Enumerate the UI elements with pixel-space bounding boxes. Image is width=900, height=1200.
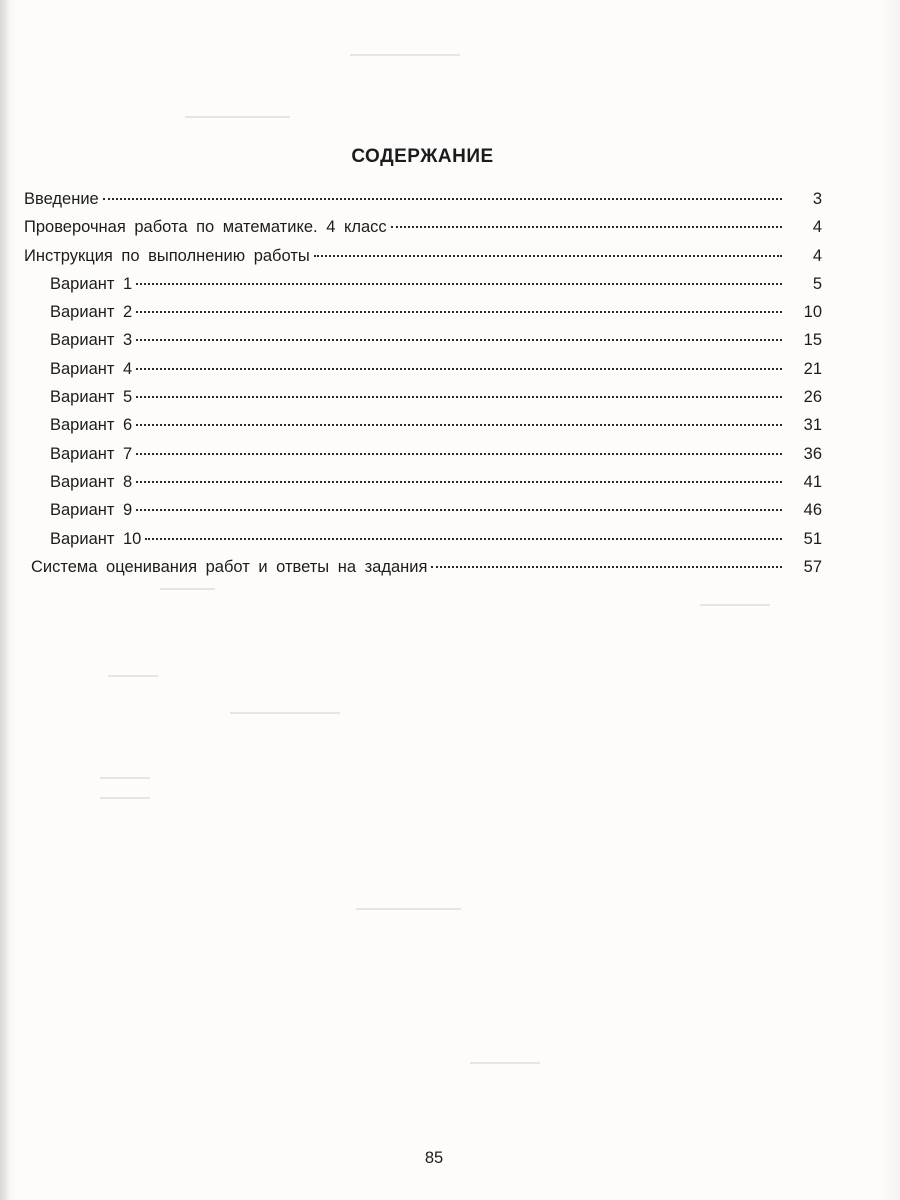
toc-entry [24, 246, 822, 274]
show-through-mark [108, 675, 158, 677]
dot-leader [136, 481, 782, 483]
show-through-mark [185, 116, 290, 118]
toc-entry-label: Вариант 5 [50, 388, 133, 407]
dot-leader [136, 509, 782, 511]
toc-entry-label: Вариант 7 [50, 444, 133, 463]
dot-leader [314, 255, 782, 257]
dot-leader [136, 283, 782, 285]
show-through-mark [100, 777, 150, 779]
dot-leader [145, 538, 782, 540]
dot-leader [136, 424, 782, 426]
toc-entry [24, 359, 822, 387]
show-through-mark [230, 712, 340, 714]
page-edge-shadow [0, 0, 10, 1200]
toc-entry [24, 444, 822, 472]
dot-leader [136, 396, 782, 398]
toc-entry [24, 217, 822, 245]
toc-entry-page: 4 [812, 246, 822, 265]
toc-entry-page: 3 [812, 190, 822, 208]
toc-entry-label: Система оценивания работ и ответы на задания [31, 557, 428, 576]
toc-entry-label: Вариант 8 [50, 472, 133, 491]
toc-entry-label: Вариант 4 [50, 359, 133, 378]
toc-entry-page: 36 [803, 444, 822, 463]
dot-leader [136, 368, 782, 370]
toc-entry-label: Вариант 2 [50, 303, 133, 322]
page-number: 85 [424, 1149, 444, 1167]
show-through-mark [160, 588, 215, 590]
toc-entry-page: 31 [803, 416, 822, 435]
show-through-mark [470, 1062, 540, 1064]
show-through-mark [356, 908, 461, 910]
toc-entry-page: 57 [803, 557, 822, 576]
toc-entry-label: Проверочная работа по математике. 4 класс [24, 218, 387, 237]
toc-entry-page: 5 [812, 274, 822, 293]
toc-entry-label: Вариант 9 [50, 501, 133, 520]
toc-entry [24, 189, 822, 217]
dot-leader [103, 198, 782, 200]
toc-entry-page: 51 [803, 529, 822, 548]
dot-leader [136, 339, 782, 341]
toc-entry-page: 15 [803, 331, 822, 350]
toc-entry-label: Инструкция по выполнению работы [24, 246, 310, 265]
show-through-mark [700, 604, 770, 606]
toc-entry-label: Вариант 10 [50, 529, 142, 548]
toc-entry [24, 557, 822, 585]
toc-entry-label: Вариант 1 [50, 274, 133, 293]
toc-entry [24, 302, 822, 330]
toc-entry [24, 500, 822, 528]
toc-entry [24, 415, 822, 443]
toc-entry-label: Введение [24, 190, 99, 208]
toc-entry-label: Вариант 6 [50, 416, 133, 435]
toc-entry [24, 387, 822, 415]
toc-entry [24, 274, 822, 302]
dot-leader [431, 566, 782, 568]
toc-entry [24, 529, 822, 557]
toc-entry-page: 21 [803, 359, 822, 378]
toc-entry-page: 4 [812, 218, 822, 237]
toc-entry-page: 41 [803, 472, 822, 491]
toc-entry-label: Вариант 3 [50, 331, 133, 350]
toc-entry [24, 472, 822, 500]
page-title: СОДЕРЖАНИЕ [351, 146, 494, 167]
table-of-contents [24, 189, 822, 585]
dot-leader [391, 226, 782, 228]
toc-entry-page: 46 [803, 501, 822, 520]
dot-leader [136, 453, 782, 455]
toc-entry-page: 26 [803, 388, 822, 407]
show-through-mark [100, 797, 150, 799]
show-through-mark [350, 54, 460, 56]
toc-entry-page: 10 [803, 303, 822, 322]
toc-entry [24, 330, 822, 358]
dot-leader [136, 311, 782, 313]
